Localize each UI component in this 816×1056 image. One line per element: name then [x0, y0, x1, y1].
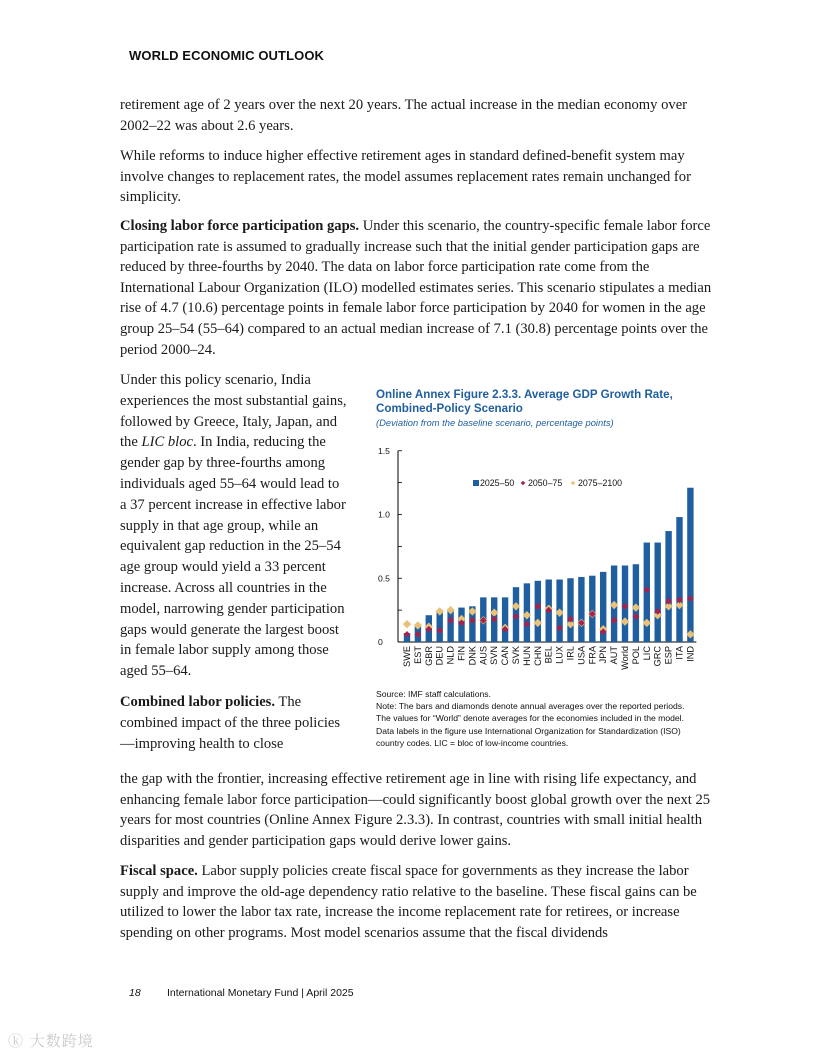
- page-footer: [129, 987, 354, 999]
- x-tick-label: CAN: [500, 646, 511, 666]
- x-tick-label: SVK: [511, 646, 521, 665]
- bar-esp: [665, 531, 671, 642]
- paragraph-text: retirement age of 2 years over the next 20 years. The actual increase in the median economy over 2002–22 was about 2.6 years.: [120, 97, 688, 134]
- figure-source: Source: IMF staff calculations.: [376, 689, 491, 699]
- x-tick-label: USA: [576, 646, 587, 665]
- x-tick-label: LIC: [641, 646, 652, 661]
- x-tick-label: ESP: [663, 646, 674, 665]
- bar-fra: [589, 576, 595, 642]
- watermark-icon: ⓚ: [8, 1032, 30, 1050]
- x-tick-label: LUX: [554, 646, 565, 664]
- paragraph-replacement-rates: [120, 146, 720, 218]
- legend-label: 2050–75: [528, 478, 563, 488]
- paragraph-combined-continued: [120, 769, 720, 861]
- legend-swatch-bar: [473, 480, 479, 486]
- x-tick-label: NLD: [445, 646, 456, 665]
- x-tick-label: BEL: [543, 646, 554, 664]
- section-heading: Combined labor policies.: [120, 693, 276, 710]
- x-tick-label: CHN: [532, 646, 543, 666]
- watermark-logo: [8, 1030, 94, 1051]
- x-tick-label: World: [620, 646, 630, 670]
- paragraph-body: Under this scenario, the country-specific female labor force participation rate is assumed to gradually increase such that the initial gender participation gaps are reduced by three-fourths by 2040. The data on labor force participation rate come from the International Labour Organization (ILO) modelled estimates series. This scenario stipulates a median rise of 4.7 (10.6) percentage points in female labor force participation by 2040 for women in the age group 25–54 (55–64) compared to an actual median increase of 7.1 (30.8) percentage points over the period 2000–24.: [120, 218, 712, 358]
- bar-chn: [535, 581, 541, 642]
- x-tick-label: JPN: [598, 646, 609, 664]
- italic-term: LIC bloc: [141, 434, 193, 451]
- legend-label: 2075–2100: [578, 478, 623, 488]
- x-tick-label: IRL: [565, 646, 576, 661]
- page-number: 18: [129, 987, 141, 999]
- x-tick-label: FRA: [587, 646, 598, 665]
- legend-label: 2025–50: [480, 478, 515, 488]
- figure-gdp-growth: [376, 388, 716, 748]
- x-tick-label: DEU: [434, 646, 445, 666]
- section-heading: Closing labor force participation gaps.: [120, 218, 360, 234]
- bar-grc: [655, 543, 661, 642]
- figure-note-line: Data labels in the figure use International Organization for Standardization (ISO): [376, 725, 681, 736]
- figure-note-line: country codes. LIC = bloc of low-income countries.: [376, 737, 569, 748]
- bar-ind: [687, 488, 693, 642]
- bar-deu: [437, 611, 443, 642]
- y-tick-label: 0: [378, 637, 383, 647]
- figure-notes: [376, 688, 716, 749]
- paragraph-body: Labor supply policies create fiscal space for governments as they increase the labor supply and improve the old-age dependency ratio relative to the baseline. These fiscal gains can be utilized to lower the labor tax rate, increase the income replacement rate for retirees, or increase spending on other programs. Most model scenarios assume that the fiscal dividends: [120, 863, 697, 941]
- bar-irl: [567, 578, 573, 642]
- bar-chart: [376, 443, 706, 683]
- x-tick-label: GRC: [652, 646, 663, 667]
- bar-nld: [447, 610, 453, 642]
- y-tick-label: 1.0: [378, 509, 390, 520]
- paragraph-participation-gaps: [120, 216, 720, 370]
- legend-swatch-diamond: [571, 481, 576, 486]
- paragraph-text: the gap with the frontier, increasing effective retirement age in line with rising life expectancy, and enhancing female labor force participation—could significantly boost global growth over the next 25 years for most countries (Online Annex Figure 2.3.3). In contrast, countries with small initial health disparities and gender participation gaps would derive lower gains.: [120, 771, 711, 849]
- figure-subtitle: (Deviation from the baseline scenario, percentage points): [376, 417, 614, 428]
- x-tick-label: HUN: [521, 646, 532, 666]
- legend-swatch-diamond: [521, 481, 526, 486]
- bar-ita: [676, 517, 682, 642]
- publication-line: International Monetary Fund | April 2025: [167, 987, 354, 999]
- x-tick-label: SVN: [489, 646, 500, 665]
- x-tick-label: GBR: [423, 646, 434, 666]
- paragraph-combined-policies: [120, 692, 348, 754]
- paragraph-text: While reforms to induce higher effective retirement ages in standard defined-benefit system may involve changes to replacement rates, the model assumes replacement rates remain unchanged for simplicity.: [120, 148, 691, 206]
- watermark-text: 大数跨境: [29, 1032, 94, 1050]
- running-header: WORLD ECONOMIC OUTLOOK: [129, 48, 325, 63]
- chart-legend: [473, 478, 622, 488]
- x-tick-label: SWE: [402, 646, 412, 667]
- paragraph-text: [120, 861, 720, 943]
- chart-canvas: [376, 443, 706, 683]
- paragraph-retirement-age: [120, 95, 720, 146]
- x-tick-label: POL: [630, 646, 641, 665]
- bar-can: [502, 597, 508, 642]
- figure-note-line: Note: The bars and diamonds denote annual averages over the reported periods.: [376, 701, 685, 712]
- paragraph-india: [120, 370, 348, 682]
- figure-title: [376, 388, 716, 416]
- bar-usa: [578, 577, 584, 642]
- paragraph-fiscal-space: [120, 861, 720, 943]
- y-tick-label: 0.5: [378, 573, 390, 584]
- paragraph-text: [120, 216, 720, 360]
- x-tick-label: DNK: [467, 646, 478, 666]
- diamond-2075-2100: [403, 620, 411, 628]
- text-run: . In India, reducing the gender gap by three-fourths among individuals aged 55–64 would lead to a 37 percent increase in effective labor supply in that age group, while an equivalent gap reduction in the 25–54 age group would yield a 33 percent increase. Across all countries in the model, narrowing gender participation gaps would generate the largest boost in female labor supply among those aged 55–64.: [120, 434, 346, 680]
- text-run: Under this policy scenario, India experiences the most substantial gains, followed by Greece, Italy, Japan, and the: [120, 372, 347, 451]
- x-tick-label: EST: [412, 646, 423, 664]
- bar-pol: [633, 564, 639, 642]
- paragraph-body: The combined impact of the three policies—improving health to close: [120, 693, 341, 752]
- y-tick-label: 1.5: [378, 445, 390, 456]
- figure-title-line: Combined-Policy Scenario: [376, 402, 523, 415]
- left-column-text: [120, 370, 348, 754]
- x-tick-label: ITA: [674, 646, 685, 660]
- x-tick-label: AUT: [609, 646, 620, 665]
- section-heading: Fiscal space.: [120, 863, 198, 879]
- x-tick-label: AUS: [478, 646, 489, 665]
- figure-title-line: Online Annex Figure 2.3.3. Average GDP Growth Rate,: [376, 388, 673, 401]
- figure-note-line: The values for “World” denote averages for the economies included in the model.: [376, 713, 684, 724]
- x-tick-label: FIN: [456, 646, 467, 661]
- x-tick-label: IND: [685, 646, 696, 662]
